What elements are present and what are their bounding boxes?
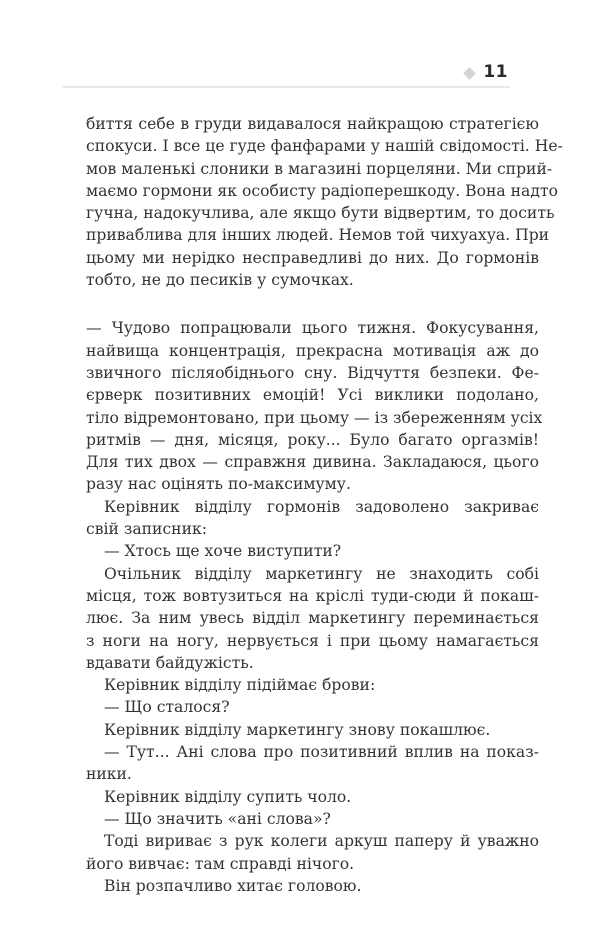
text-line: гучна, надокучлива, але якщо бути відвертим, то досить: [86, 204, 555, 223]
text-line: тіло відремонтовано, при цьому — із збереженням усіх: [86, 408, 543, 427]
page-body: [86, 113, 563, 897]
paragraph: [86, 496, 539, 541]
text-line: — Що значить «ані слова»?: [104, 809, 331, 828]
text-line: мов маленькі слоники в магазині порцеляни. Ми сприй-: [86, 159, 553, 178]
text-line: свій записник:: [86, 520, 207, 539]
text-line: найвища концентрація, прекрасна мотивація аж до: [86, 341, 539, 360]
text-line: вдавати байдужість.: [86, 653, 254, 672]
diamond-icon: [463, 67, 476, 80]
text-line: лює. За ним увесь відділ маркетингу перeминається: [86, 609, 539, 628]
text-line: приваблива для інших людей. Немов той чихуахуа. При: [86, 226, 550, 245]
text-line: Він розпачливо хитає головою.: [104, 876, 362, 895]
dialogue-line: [86, 741, 539, 786]
text-line: його вивчає: там справді нічого.: [86, 854, 355, 873]
dialogue-line: [86, 808, 539, 830]
text-line: — Чудово попрацювали цього тижня. Фокусування,: [86, 319, 539, 338]
text-line: Керівник відділу супить чоло.: [104, 787, 352, 806]
text-line: — Тут... Ані слова про позитивний вплив на показ-: [104, 743, 539, 762]
paragraph: [86, 786, 539, 808]
dialogue-line: [86, 696, 539, 718]
text-line: тобто, не до песиків у сумочках.: [86, 271, 354, 290]
text-line: спокуси. І все це гуде фанфарами у нашій свідомості. Не-: [86, 137, 563, 156]
section-break: [86, 291, 539, 317]
paragraph: [86, 719, 539, 741]
text-line: ники.: [86, 765, 132, 784]
text-line: разу нас оцінять по-максимуму.: [86, 475, 351, 494]
dialogue-line: [86, 540, 539, 562]
text-line: Керівник відділу гормонів задоволено закриває: [104, 497, 539, 516]
paragraph: [86, 113, 563, 291]
paragraph: [86, 875, 539, 897]
running-header: [63, 60, 510, 88]
page-number: 11: [483, 62, 508, 82]
text-line: звичного післяобіднього сну. Відчуття безпеки. Фе-: [86, 363, 539, 382]
text-line: Тоді вириває з рук колеги аркуш паперу й уважно: [104, 832, 539, 851]
text-line: — Хтось ще хоче виступити?: [104, 542, 342, 561]
paragraph: [86, 830, 539, 875]
paragraph: [86, 563, 539, 674]
text-line: з ноги на ногу, нервується і при цьому намагається: [86, 631, 539, 650]
text-line: маємо гормони як особисту радіоперешкоду. Вона надто: [86, 181, 558, 200]
text-line: Очільник відділу маркетингу не знаходить собі: [104, 564, 539, 583]
text-line: Керівник відділу підіймає брови:: [104, 676, 376, 695]
text-line: цьому ми нерідко несправедливі до них. До гормонів: [86, 248, 539, 267]
dialogue-paragraph: [86, 317, 543, 495]
text-line: ритмів — дня, місяця, року... Було багато оргазмів!: [86, 430, 539, 449]
text-line: биття себе в груди видавалося найкращою стратегією: [86, 115, 539, 133]
text-line: місця, тож вовтузиться на кріслі туди-сюди й покаш-: [86, 586, 539, 605]
text-line: Для тих двох — справжня дивина. Закладаюся, цього: [86, 453, 539, 472]
paragraph: [86, 674, 539, 696]
text-line: єрверк позитивних емоцій! Усі виклики подолано,: [86, 386, 539, 405]
text-line: Керівник відділу маркетингу знову покашлює.: [104, 720, 491, 739]
text-line: — Що сталося?: [104, 698, 230, 717]
